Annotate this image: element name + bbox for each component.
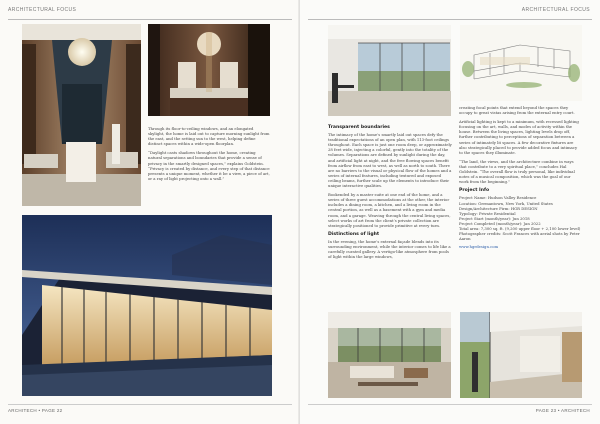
section-title-transparent-boundaries: Transparent boundaries bbox=[328, 125, 390, 130]
hallway-photo bbox=[460, 312, 582, 398]
section1-paragraph-1: The intimacy of the home’s smartly laid out spaces defy the traditional expectations of an open plan, with 113-foot ceilings throughout. Each space is just one room deep, or approximately 28 feet wide, injecting a colorful, gently into the totality of the volumes. Separations are defined by sunlight during the day, and artificial light at night, and the free flowing spaces benefit from airflow from east to west, as well as north to south. There are no barriers to the visual or physical flow of the homes and a series of internal features, including textured and exposed ceiling beams, further scale up the elements to introduce their unique interactive qualities. bbox=[328, 132, 452, 189]
project-info-title: Project Info bbox=[459, 188, 490, 194]
info-area: Total area: 7,300 sq. ft. (9,200 upper floor + 2,100 lower level) bbox=[459, 225, 581, 231]
right-footer: PAGE 23 • ARCHITECH bbox=[535, 408, 590, 413]
right-column-1 bbox=[328, 123, 452, 263]
website-link[interactable]: www.hgrdesign.com bbox=[459, 244, 499, 250]
col2-paragraph-2: Artificial lighting is kept to a minimum, with recessed lighting focusing on the art, walls, and modes of activity within the house. Between the living spaces, lighting levels drop off, further contributing to perceptions of separation between a series of intimately lit spaces. A few decorative fixtures are also strategically placed to provide added focus and intimacy to the spaces they illuminate. bbox=[459, 119, 579, 155]
section1-paragraph-2: Bookended by a master suite at one end of the home, and a series of three guest accommodations at the other, the interior includes a dining room, a kitchen, and a living room in the central portion, as well as a basement with a gym and media room, and a garage. Weaving through the central living spaces, select works of art from the client’s private collection are strategically positioned to provide primitive at every turn. bbox=[328, 192, 451, 228]
left-footer: ARCHITECH • PAGE 22 bbox=[8, 408, 63, 413]
info-typology: Typology: Private Residential bbox=[459, 210, 516, 216]
info-photographer: Photographer credits: Scott Frances with aerial shots by Peter Aaron bbox=[459, 231, 580, 242]
right-header-rule bbox=[308, 19, 592, 20]
col2-paragraph-1: creating focal points that extend beyond the spaces they occupy to great vistas arising from the external entry court. bbox=[459, 105, 575, 116]
right-footer-rule bbox=[308, 404, 592, 405]
section-title-distinctions-of-light: Distinctions of light bbox=[328, 231, 380, 237]
project-info-list bbox=[459, 195, 581, 241]
info-project-name: Project Name: Hudson Valley Residence bbox=[459, 195, 537, 201]
exterior-dusk-photo bbox=[22, 215, 272, 396]
bathroom-photo bbox=[22, 24, 141, 206]
info-firm: Design/Architecture Firm: HGR DESIGN bbox=[459, 205, 538, 211]
interior-window-photo bbox=[328, 25, 451, 116]
living-room-photo bbox=[328, 312, 451, 398]
left-footer-rule bbox=[8, 404, 292, 405]
left-caption-text bbox=[148, 126, 270, 185]
info-location: Location: Germantown, New York, United States bbox=[459, 200, 553, 206]
section2-paragraph: In the evening, the home’s external façade blends into its surrounding environment, while the interior comes to life like a carefully curated gallery. A vertigo-like atmosphere from pools of light within the large windows, bbox=[328, 238, 451, 260]
left-header-rule bbox=[8, 19, 292, 20]
sink-vanity-photo bbox=[148, 24, 270, 116]
right-column-2 bbox=[459, 105, 581, 249]
left-caption-paragraph-2: “Daylight casts shadows throughout the home, creating natural separations and boundaries that provide a sense of privacy in the smartly designed spaces,” explains Goldstein. “Privacy is created by distance, and every step of that distance presents a unique moment, whether it be a view, a piece of art, or a ray of light projecting onto a wall.” bbox=[148, 150, 270, 181]
left-header: ARCHITECTURAL FOCUS bbox=[8, 7, 77, 13]
info-completed: Project Completed (month/year): Jan 2022 bbox=[459, 220, 541, 226]
right-page bbox=[300, 0, 600, 424]
architectural-sketch bbox=[460, 25, 582, 101]
left-caption-paragraph-1: Through its floor-to-ceiling windows, and an elongated skylight, the home is laid out to capture morning sunlight from the east, and the setting sun to the west, helping define distinct spaces within a wide-open floorplan. bbox=[148, 126, 270, 147]
right-header: ARCHITECTURAL FOCUS bbox=[521, 7, 590, 13]
info-start: Project Start (month/year): Jun 2018 bbox=[459, 215, 530, 221]
col2-paragraph-3: “The land, the views, and the architecture combine in ways that contribute to a very spiritual place,” concludes Hal Goldstein. “The overall flow is truly personal, like individual notes of a musical composition, which was the goal of our work from the beginning.” bbox=[459, 158, 575, 185]
